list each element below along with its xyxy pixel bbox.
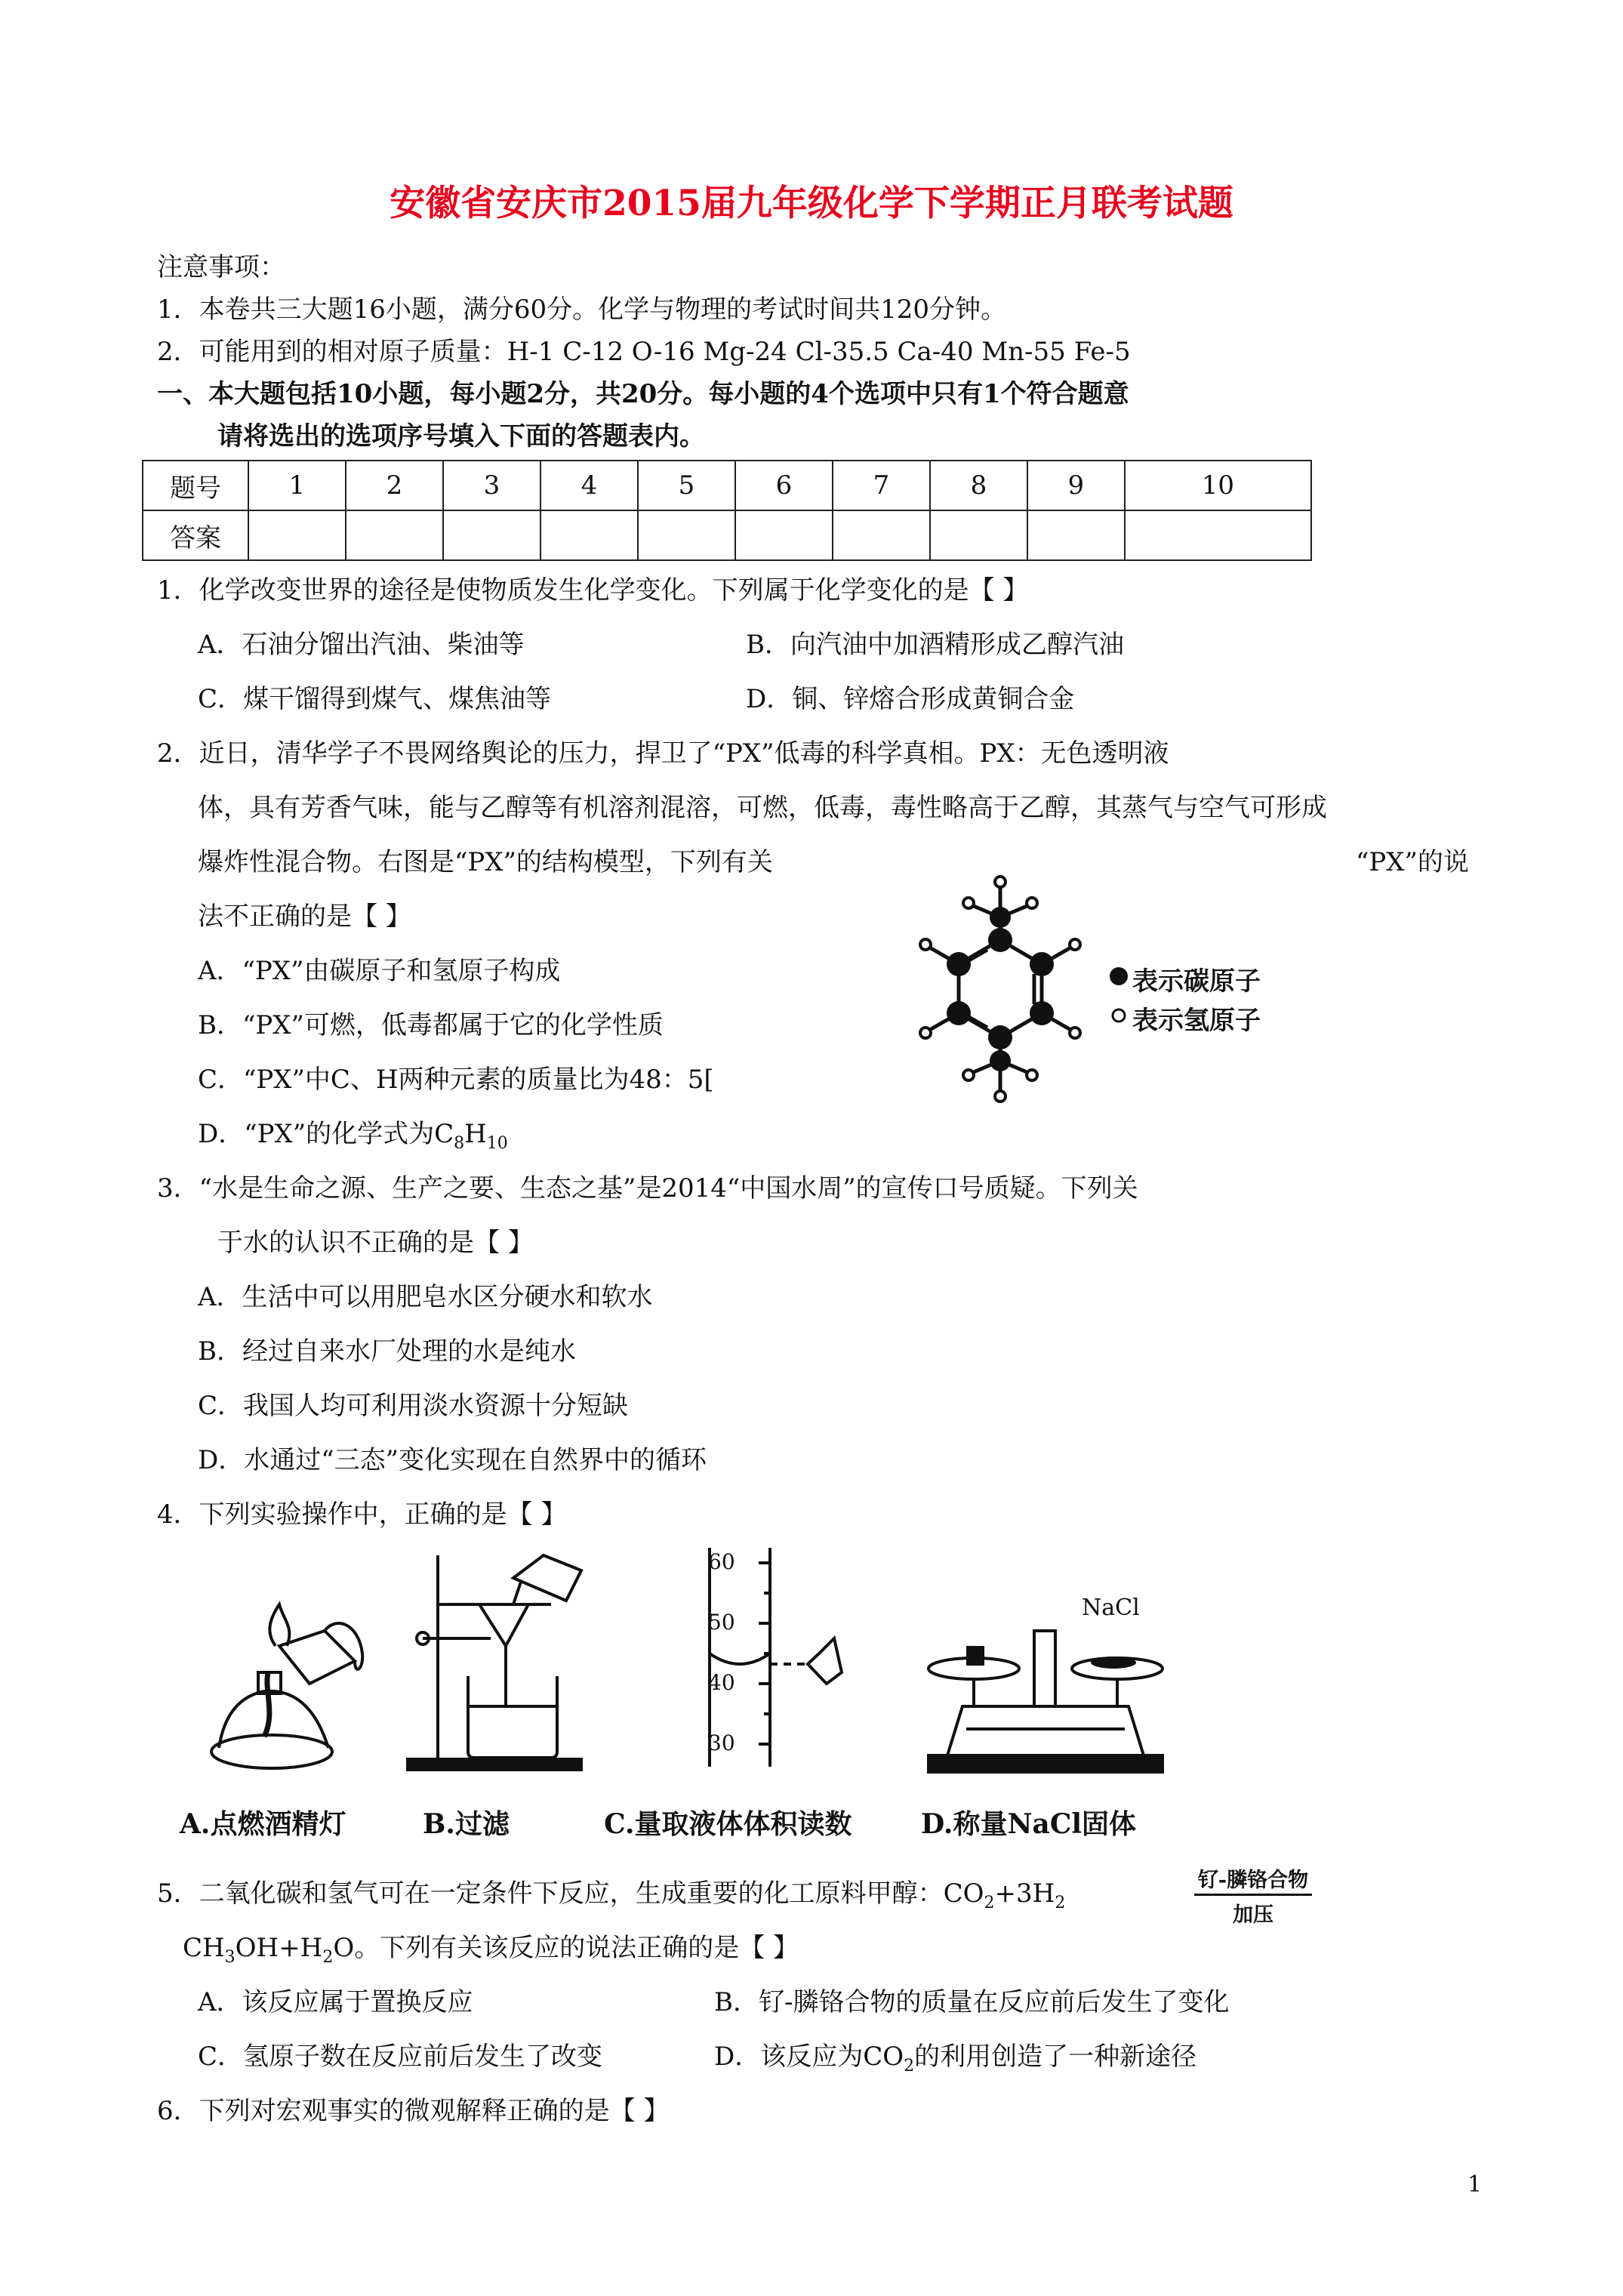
- q3-line-2: 于水的认识不正确的是【 】: [217, 1228, 534, 1258]
- page-title: 安徽省安庆市2015届九年级化学下学期正月联考试题: [390, 183, 1233, 224]
- question-number-cell: 2: [346, 461, 443, 510]
- q5-text: D．该反应为CO: [714, 2042, 904, 2072]
- caption-c: C.量取液体体积读数: [604, 1808, 852, 1840]
- q2-line-1: 2．近日，清华学子不畏网络舆论的压力，捍卫了“PX”低毒的科学真相。PX：无色透明液: [157, 738, 1169, 769]
- q5-option-d: [714, 2042, 1196, 2082]
- cylinder-tick-60: 60: [708, 1549, 735, 1574]
- legend-carbon: 表示碳原子: [1132, 966, 1261, 997]
- q5-sub: 2: [322, 1947, 334, 1967]
- question-number-cell: 5: [638, 461, 735, 510]
- section-1-instruction: 请将选出的选项序号填入下面的答题表内。: [217, 421, 705, 451]
- q2-option-a: A．“PX”由碳原子和氢原子构成: [198, 956, 561, 986]
- alcohol-lamp-illustration: [204, 1601, 385, 1782]
- notes-heading: 注意事项：: [157, 252, 285, 282]
- row-label-answer: 答案: [143, 510, 248, 560]
- question-number-cell: 1: [248, 461, 346, 510]
- q1-option-a: A．石油分馏出汽油、柴油等: [198, 630, 525, 660]
- table-row: [143, 461, 1311, 510]
- q2-option-b: B．“PX”可燃，低毒都属于它的化学性质: [198, 1010, 664, 1040]
- table-row: [143, 510, 1311, 560]
- answer-cell[interactable]: [540, 510, 638, 560]
- q3-option-c: C．我国人均可利用淡水资源十分短缺: [198, 1391, 629, 1421]
- q2-line-3-tail: “PX”的说: [1356, 847, 1469, 877]
- note-2: 2．可能用到的相对原子质量：H-1 C-12 O-16 Mg-24 Cl-35.5 Ca-40 Mn-55 Fe-5: [157, 337, 1131, 367]
- q1-option-d: D．铜、锌熔合形成黄铜合金: [746, 684, 1075, 714]
- cylinder-tick-50: 50: [708, 1610, 735, 1635]
- q3-option-d: D．水通过“三态”变化实现在自然界中的循环: [198, 1445, 707, 1475]
- question-number-cell: 3: [443, 461, 540, 510]
- note-1: 1．本卷共三大题16小题，满分60分。化学与物理的考试时间共120分钟。: [157, 294, 1007, 325]
- cylinder-tick-30: 30: [708, 1730, 735, 1755]
- q5-text: O。下列有关该反应的说法正确的是【 】: [333, 1933, 799, 1963]
- q5-sub: 2: [984, 1893, 995, 1912]
- q5-line-1: [157, 1878, 1065, 1918]
- q5-text: OH+H: [235, 1933, 323, 1963]
- q5-sub: 2: [904, 2056, 915, 2076]
- nacl-label: NaCl: [1082, 1595, 1140, 1621]
- q5-text: 的利用创造了一种新途径: [914, 2042, 1197, 2072]
- q2-d-sub: 10: [486, 1133, 508, 1153]
- question-number-cell: 6: [735, 461, 833, 510]
- q2-option-c: C．“PX”中C、H两种元素的质量比为48：5[: [198, 1065, 714, 1095]
- q1-option-b: B．向汽油中加酒精形成乙醇汽油: [746, 630, 1124, 660]
- legend-hydrogen: 表示氢原子: [1132, 1006, 1261, 1036]
- reaction-arrow-line: [1194, 1894, 1312, 1896]
- q2-d-text: D．“PX”的化学式为C: [198, 1119, 454, 1149]
- caption-b: B.过滤: [423, 1808, 510, 1840]
- answer-cell[interactable]: [443, 510, 540, 560]
- q5-option-b: B．钌-膦铬合物的质量在反应前后发生了变化: [714, 1987, 1230, 2017]
- answer-cell[interactable]: [248, 510, 346, 560]
- q5-text: CH: [183, 1933, 225, 1963]
- question-number-cell: 10: [1125, 461, 1311, 510]
- q2-option-d: [198, 1119, 508, 1159]
- answer-cell[interactable]: [346, 510, 443, 560]
- q5-line-2: [183, 1933, 799, 1973]
- q2-d-text: H: [464, 1119, 487, 1149]
- q2-line-2: 体，具有芳香气味，能与乙醇等有机溶剂混溶，可燃，低毒，毒性略高于乙醇，其蒸气与空气可形成: [198, 793, 1327, 823]
- catalyst-condition: 钌-膦铬合物: [1197, 1869, 1309, 1892]
- q1-option-c: C．煤干馏得到煤气、煤焦油等: [198, 684, 552, 714]
- pressure-condition: 加压: [1233, 1903, 1273, 1927]
- answer-cell[interactable]: [833, 510, 930, 560]
- q1-stem: 1．化学改变世界的途径是使物质发生化学变化。下列属于化学变化的是【 】: [157, 575, 1029, 606]
- question-number-cell: 9: [1027, 461, 1125, 510]
- q2-line-4: 法不正确的是【 】: [198, 901, 411, 932]
- q5-option-c: C．氢原子数在反应前后发生了改变: [198, 2042, 603, 2072]
- q5-text: 5．二氧化碳和氢气可在一定条件下反应，生成重要的化工原料甲醇：CO: [157, 1878, 984, 1909]
- question-number-cell: 4: [540, 461, 638, 510]
- filtration-illustration: [400, 1548, 589, 1774]
- answer-cell[interactable]: [735, 510, 833, 560]
- section-1-heading: 一、本大题包括10小题，每小题2分，共20分。每小题的4个选项中只有1个符合题意: [157, 379, 1129, 409]
- q5-sub: 2: [1055, 1893, 1066, 1912]
- q3-option-a: A．生活中可以用肥皂水区分硬水和软水: [198, 1282, 653, 1312]
- answer-cell[interactable]: [638, 510, 735, 560]
- row-label-number: 题号: [143, 461, 248, 510]
- q5-text: +3H: [994, 1878, 1055, 1909]
- answer-cell[interactable]: [1027, 510, 1125, 560]
- balance-illustration: [921, 1616, 1170, 1782]
- q5-sub: 3: [224, 1947, 236, 1967]
- caption-d: D.称量NaCl固体: [921, 1808, 1137, 1840]
- cylinder-tick-40: 40: [708, 1670, 735, 1695]
- q2-d-sub: 8: [454, 1133, 465, 1153]
- answer-table: [142, 460, 1312, 561]
- q3-line-1: 3．“水是生命之源、生产之要、生态之基”是2014“中国水周”的宣传口号质疑。下列关: [157, 1173, 1138, 1203]
- page-number: 1: [1467, 2171, 1483, 2198]
- answer-cell[interactable]: [930, 510, 1027, 560]
- q3-option-b: B．经过自来水厂处理的水是纯水: [198, 1336, 576, 1367]
- q6-stem: 6．下列对宏观事实的微观解释正确的是【 】: [157, 2096, 670, 2126]
- q4-stem: 4．下列实验操作中，正确的是【 】: [157, 1499, 567, 1530]
- question-number-cell: 7: [833, 461, 930, 510]
- q5-option-a: A．该反应属于置换反应: [198, 1987, 473, 2017]
- answer-cell[interactable]: [1125, 510, 1311, 560]
- px-structure-diagram: [906, 868, 1329, 1110]
- q2-line-3: 爆炸性混合物。右图是“PX”的结构模型，下列有关: [198, 847, 773, 877]
- caption-a: A.点燃酒精灯: [180, 1808, 346, 1840]
- question-number-cell: 8: [930, 461, 1027, 510]
